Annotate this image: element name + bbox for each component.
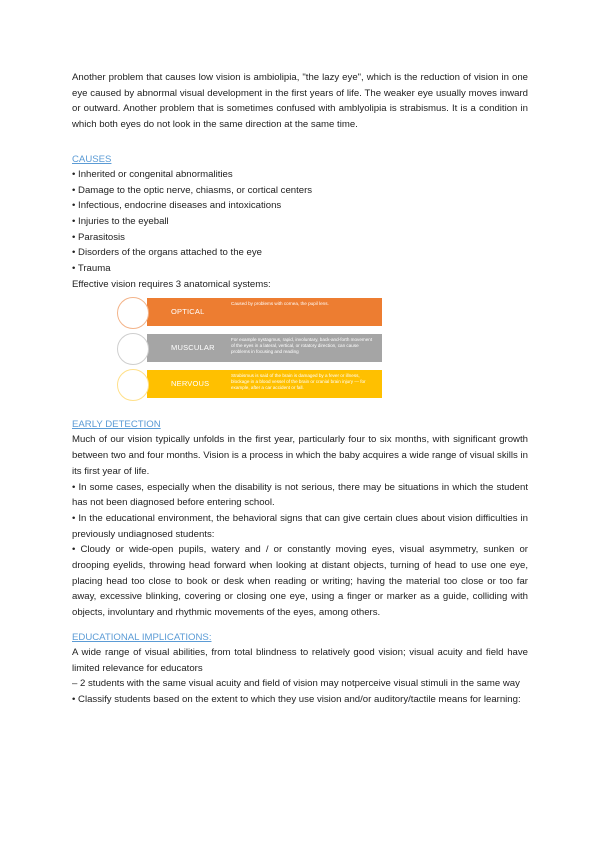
intro-paragraph: Another problem that causes low vision is ambiolipia, "the lazy eye", which is the reduction of vision in one eye caused by abnormal visual development in the first years of life. The weaker eye usually moves inward or outward. Another problem that is sometimes confused with amblyolipia is strabismus. It is a condition in which both eyes do not look in the same direction at the same time. [72,72,528,131]
muscular-bar [147,334,382,362]
nervous-circle [117,369,149,401]
muscular-circle [117,333,149,365]
list-item: • Parasitosis [72,231,125,243]
nervous-label: NERVOUS [171,379,210,389]
muscular-description: For example nystagmus, rapid, involuntary, back-and-forth movement of the eyes in a lateral, vertical, or rotatory direction, can cause problems in focusing and reading [231,337,373,355]
optical-description: Caused by problems with cornea, the pupil lens. [231,301,329,307]
educational-paragraph: – 2 students with the same visual acuity and field of vision may notperceive visual stimuli in the same way [72,678,520,690]
systems-intro: Effective vision requires 3 anatomical systems: [72,278,271,290]
document-page [72,70,528,708]
list-item: • Infectious, endocrine diseases and intoxications [72,200,282,212]
list-item: • Inherited or congenital abnormalities [72,168,233,180]
optical-circle [117,297,149,329]
causes-heading: CAUSES [72,153,112,165]
nervous-description: Strabismus is said of the brain is damaged by a fever or illness, blockage in a blood vessel of the brain or cranial brain injury — for example, after a car accident or fall. [231,373,366,391]
early-detection-paragraph: Much of our vision typically unfolds in the first year, particularly four to six months, with significant growth between two and four months. Vision is a process in which the baby acquires a wide range of visual skills in its first year of life. [72,434,528,477]
muscular-label: MUSCULAR [171,343,215,353]
nervous-bar [147,370,382,398]
list-item: • Damage to the optic nerve, chiasms, or cortical centers [72,184,313,196]
optical-bar [147,298,382,326]
list-item: • Disorders of the organs attached to the eye [72,247,263,259]
early-detection-heading: EARLY DETECTION [72,419,161,431]
educational-implications-heading: EDUCATIONAL IMPLICATIONS: [72,631,212,643]
educational-paragraph: • Classify students based on the extent to which they use vision and/or auditory/tactile means for learning: [72,693,521,705]
early-detection-paragraph: • In some cases, especially when the disability is not serious, there may be situations in which the student has not been diagnosed before entering school. [72,481,528,509]
anatomical-systems-diagram [117,296,387,404]
educational-paragraph: A wide range of visual abilities, from total blindness to relatively good vision; visual acuity and field have limited relevance for educators [72,646,528,674]
list-item: • Injuries to the eyeball [72,215,169,227]
list-item: • Trauma [72,263,111,275]
early-detection-paragraph: • In the educational environment, the behavioral signs that can give certain clues about vision difficulties in previously undiagnosed students: [72,512,528,540]
optical-label: OPTICAL [171,307,205,317]
early-detection-paragraph: • Cloudy or wide-open pupils, watery and / or constantly moving eyes, visual asymmetry, sunken or drooping eyelids, throwing head forward when looking at distant objects, turning of head to use one eye, placing head too close to book or desk when reading or writing; having the material too close or too far away, excessive blinking, covering or closing one eye, using a finger or marker as a guide, colliding with objects, involuntary and rhythmic movements of the eyes, among others. [72,544,528,619]
